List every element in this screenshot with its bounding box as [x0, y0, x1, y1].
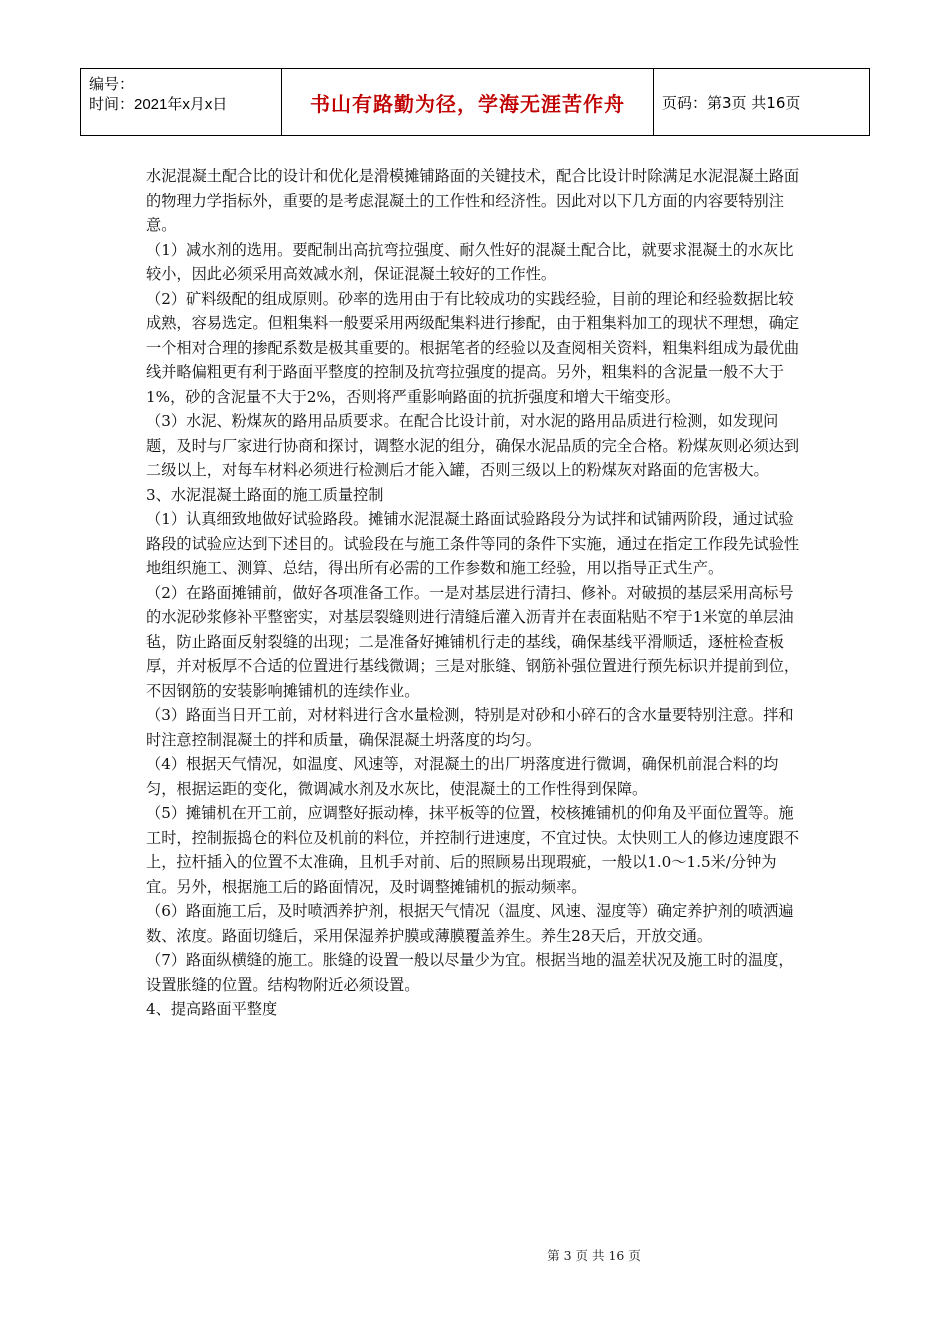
body-paragraph: （2）在路面摊铺前，做好各项准备工作。一是对基层进行清扫、修补。对破损的基层采用高标号的水泥砂浆修补平整密实，对基层裂缝则进行清缝后灌入沥青并在表面粘贴不窄于1米宽的单层油毡，防止路面反射裂缝的出现；二是准备好摊铺机行走的基线，确保基线平滑顺适，逐桩检查板厚，并对板厚不合适的位置进行基线微调；三是对胀缝、钢筋补强位置进行预先标识并提前到位，不因钢筋的安装影响摊铺机的连续作业。 — [146, 583, 800, 700]
body-paragraph: （7）路面纵横缝的施工。胀缝的设置一般以尽量少为宜。根据当地的温差状况及施工时的温度，设置胀缝的位置。结构物附近必须设置。 — [146, 951, 794, 994]
document-date-label: 时间：2021年x月x日 — [89, 96, 228, 113]
body-paragraph: （4）根据天气情况，如温度、风速等，对混凝土的出厂坍落度进行微调，确保机前混合料的均匀，根据运距的变化，微调减水剂及水灰比，使混凝土的工作性得到保障。 — [146, 755, 779, 798]
document-body — [146, 164, 806, 1022]
section-heading: 4、提高路面平整度 — [146, 1000, 278, 1018]
body-paragraph: 水泥混凝土配合比的设计和优化是滑模摊铺路面的关键技术，配合比设计时除满足水泥混凝土路面的物理力学指标外，重要的是考虑混凝土的工作性和经济性。因此对以下几方面的内容要特别注意。 — [146, 167, 800, 234]
document-number-label: 编号： — [89, 76, 135, 93]
body-paragraph: （6）路面施工后，及时喷洒养护剂，根据天气情况（温度、风速、湿度等）确定养护剂的喷洒遍数、浓度。路面切缝后，采用保湿养护膜或薄膜覆盖养生。养生28天后，开放交通。 — [146, 902, 794, 945]
footer-page-number: 第 3 页 共 16 页 — [547, 1248, 641, 1263]
section-heading: 3、水泥混凝土路面的施工质量控制 — [146, 485, 384, 504]
body-paragraph: （2）矿料级配的组成原则。砂率的选用由于有比较成功的实践经验，目前的理论和经验数据比较成熟，容易选定。但粗集料一般要采用两级配集料进行掺配，由于粗集料加工的现状不理想，确定一个相对合理的掺配系数是极其重要的。根据笔者的经验以及查阅相关资料，粗集料组成为最优曲线并略偏粗更有利于路面平整度的控制及抗弯拉强度的提高。另外，粗集料的含泥量一般不大于1%，砂的含泥量不大于2%，否则将严重影响路面的抗折强度和增大干缩变形。 — [146, 289, 800, 406]
body-paragraph: （1）认真细致地做好试验路段。摊铺水泥混凝土路面试验路段分为试拌和试铺两阶段，通过试验路段的试验应达到下述目的。试验段在与施工条件等同的条件下实施，通过在指定工作段先试验性地组织施工、测算、总结，得出所有必需的工作参数和施工经验，用以指导正式生产。 — [146, 510, 800, 577]
body-paragraph: （1）减水剂的选用。要配制出高抗弯拉强度、耐久性好的混凝土配合比，就要求混凝土的水灰比较小，因此必须采用高效减水剂，保证混凝土较好的工作性。 — [146, 240, 794, 283]
header-meta-cell — [80, 69, 282, 135]
document-header — [80, 68, 870, 136]
body-paragraph: （3）路面当日开工前，对材料进行含水量检测，特别是对砂和小碎石的含水量要特别注意。拌和时注意控制混凝土的拌和质量，确保混凝土坍落度的均匀。 — [146, 706, 794, 749]
body-paragraph: （5）摊铺机在开工前，应调整好振动棒，抹平板等的位置，校核摊铺机的仰角及平面位置等。施工时，控制振捣仓的料位及机前的料位，并控制行进速度，不宜过快。太快则工人的修边速度跟不上，拉杆插入的位置不太准确，且机手对前、后的照顾易出现瑕疵，一般以1.0～1.5米/分钟为宜。另外，根据施工后的路面情况，及时调整摊铺机的振动频率。 — [146, 804, 800, 896]
header-motto: 书山有路勤为径，学海无涯苦作舟 — [282, 69, 654, 135]
body-paragraph: （3）水泥、粉煤灰的路用品质要求。在配合比设计前，对水泥的路用品质进行检测，如发现问题，及时与厂家进行协商和探讨，调整水泥的组分，确保水泥品质的完全合格。粉煤灰则必须达到二级以上，对每车材料必须进行检测后才能入罐，否则三级以上的粉煤灰对路面的危害极大。 — [146, 412, 800, 479]
page-footer — [0, 1246, 950, 1264]
header-page-info: 页码：第3页 共16页 — [654, 69, 870, 135]
